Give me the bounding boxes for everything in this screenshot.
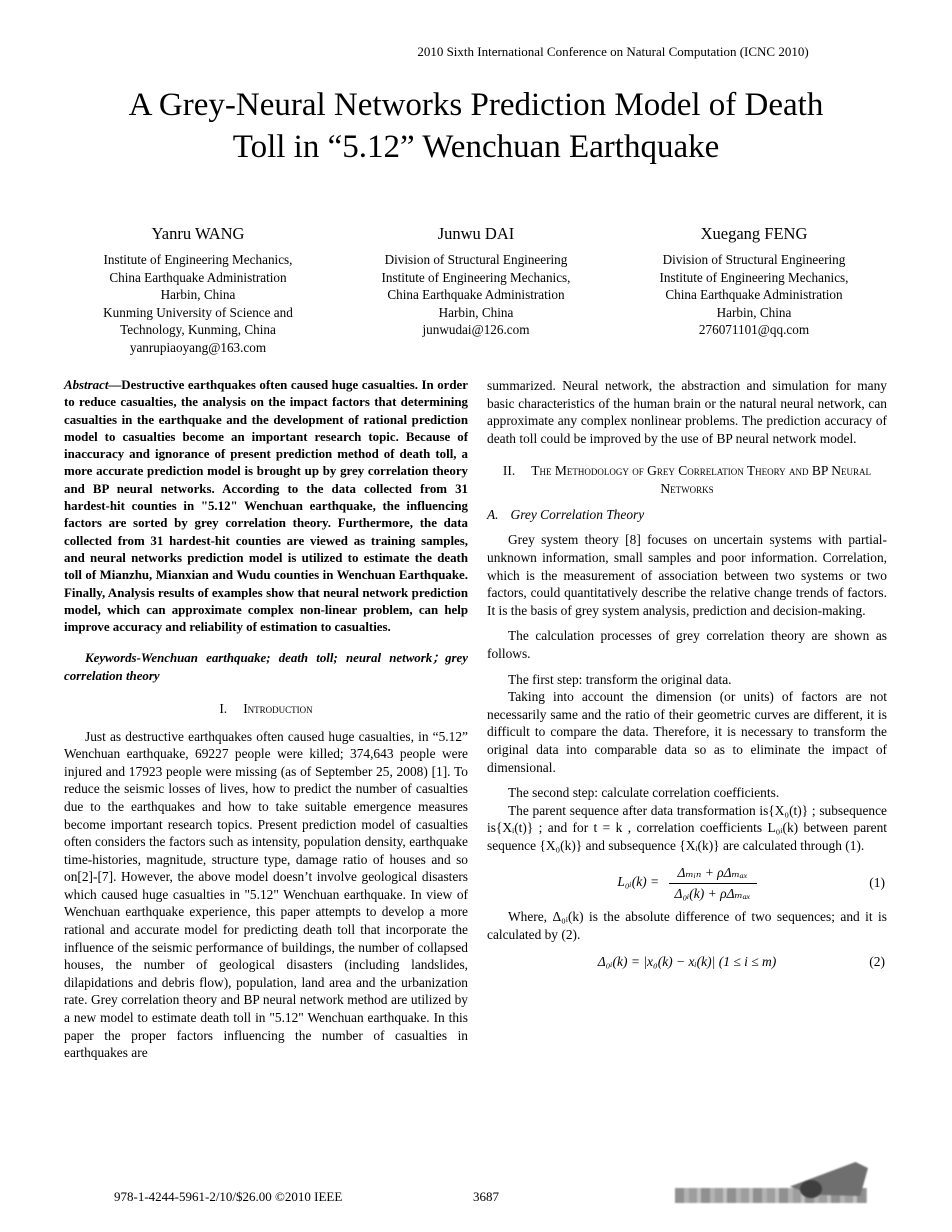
author-1-name: Yanru WANG bbox=[151, 224, 245, 243]
equation-2-body: Δ₀ᵢ(k) = |x₀(k) − xᵢ(k)| (1 ≤ i ≤ m) bbox=[597, 953, 777, 969]
author-2-email: junwudai@126.com bbox=[422, 322, 530, 338]
ieee-watermark-logo bbox=[672, 1162, 877, 1208]
equation-1 bbox=[487, 864, 887, 902]
author-3-affiliation-line: Division of Structural Engineering bbox=[662, 252, 846, 267]
abstract-text: Destructive earthquakes often caused huge casualties. In order to reduce casualties, the analysis on the impact factors that determining casualties in the earthquake and the development of rational prediction model to casualties become an important research topic. Because of inaccuracy and ignorance of present prediction method of death toll, a more accurate prediction model is brought up by grey correlation theory and BP neural networks. According to the data collected from 31 hardest-hit counties in "5.12" Wenchuan earthquake, the influencing factors are sorted by grey correlation theory. Furthermore, the data collected from 31 hardest-hit counties are viewed as training samples, and neural networks prediction model is utilized to estimate the death toll of Mianzhu, Mianxian and Wudu counties in Wenchuan Earthquake. Finally, Analysis results of examples show that neural network prediction model, which can approximate complex non-linear problem, can help improve accuracy and reliability of estimation to casualties. bbox=[64, 378, 468, 635]
author-2-affiliation-line: Harbin, China bbox=[438, 304, 514, 320]
author-2-affiliation-line: Division of Structural Engineering bbox=[384, 252, 568, 267]
equation-2-number: (2) bbox=[869, 953, 885, 969]
author-3-affiliation-line: Institute of Engineering Mechanics, bbox=[659, 269, 849, 285]
body-paragraph: The second step: calculate correlation coefficients. bbox=[508, 785, 780, 801]
section-number: I. bbox=[219, 701, 228, 717]
author-1-affiliation-line: Kunming University of Science and bbox=[103, 304, 293, 320]
body-paragraph: The calculation processes of grey correlation theory are shown as follows. bbox=[487, 628, 887, 661]
footer-page-number: 3687 bbox=[473, 1189, 499, 1204]
subsection-heading-grey-correlation bbox=[487, 507, 887, 523]
body-paragraph: The parent sequence after data transformation is{X₀(t)} ; subsequence is{Xᵢ(t)} ; and for t = k , correlation coefficients L₀ᵢ(k) between parent sequence {X₀(k)} and subsequence {Xᵢ(k)} are calculated through (1). bbox=[487, 802, 887, 853]
footer-copyright: 978-1-4244-5961-2/10/$26.00 ©2010 IEEE bbox=[114, 1189, 343, 1204]
equation-1-lhs: L₀ᵢ(k) = bbox=[617, 874, 660, 890]
paper-title bbox=[0, 84, 952, 168]
section-title: The Methodology of Grey Correlation Theory and BP Neural Networks bbox=[531, 463, 872, 496]
author-1-affiliation-line: China Earthquake Administration bbox=[109, 269, 287, 285]
section-heading-methodology bbox=[497, 462, 877, 497]
author-3-email: 276071101@qq.com bbox=[698, 322, 810, 338]
section-title: Introduction bbox=[243, 701, 313, 717]
author-1-affiliation-line: Institute of Engineering Mechanics, bbox=[103, 252, 293, 267]
author-2 bbox=[342, 224, 610, 357]
body-paragraph: Where, Δ₀ᵢ(k) is the absolute difference of two sequences; and it is calculated by (2). bbox=[487, 909, 887, 943]
intro-continuation-paragraph: summarized. Neural network, the abstraction and simulation for many basic characteristics of the human brain or the natural neural network, can approximate any complex nonlinear problems. The prediction accuracy of death toll could be improved by the use of BP neural network model. bbox=[487, 378, 887, 446]
author-3-affiliation-line: China Earthquake Administration bbox=[665, 287, 843, 303]
intro-paragraph: Just as destructive earthquakes often caused huge casualties, in “5.12” Wenchuan earthquake, 69227 people were killed; 374,643 people were injured and 17923 people were missing (as of September 25, 2008) [1]. To reduce the seismic losses of lives, how to predict the number of casualties due to the earthquakes and how to take suitable emergence measures become important research topics. Present prediction model of casualties often considers the factors such as intensity, population density, earthquake time-histories, magnitude, structure type, damage ratio of houses and so on[2]-[7]. However, the above model doesn’t involve geological disasters which caused huge casualties in "5.12" Wenchuan earthquake. In view of Wenchuan earthquake experience, this paper attempts to develop a more rational and accurate model for predicting death toll that incorporate the influence of the seismic performance of buildings, the number of collapsed houses, the number of geological disasters (including landslides, dilapidations and debris flow), population, land area and the urbanization rate. Grey correlation theory and BP neural network method are utilized by a new model to estimate death toll in "5.12" Wenchuan earthquake. In this paper the proper factors influencing the number of casualties in earthquakes are bbox=[64, 728, 468, 1061]
author-1 bbox=[64, 224, 332, 357]
keywords: Keywords-Wenchuan earthquake; death toll; neural network；grey correlation theory bbox=[64, 651, 468, 683]
subsection-title: Grey Correlation Theory bbox=[510, 507, 645, 523]
abstract-dash: — bbox=[108, 378, 122, 392]
body-paragraph: Taking into account the dimension (or units) of factors are not necessarily same and the ratio of their geometric curves are different, it is difficult to compare the data. Therefore, it is necessary to transform the original data into comparable data so as to eliminate the impact of dimensional. bbox=[487, 689, 887, 775]
section-heading-introduction bbox=[74, 700, 458, 718]
equation-1-denominator: Δ₀ᵢ(k) + ρΔₘₐₓ bbox=[674, 886, 751, 902]
author-1-affiliation-line: Technology, Kunming, China bbox=[120, 322, 276, 338]
right-column bbox=[487, 377, 887, 976]
abstract bbox=[64, 377, 468, 636]
section-number: II. bbox=[502, 463, 516, 479]
body-paragraph: The first step: transform the original data. bbox=[508, 671, 732, 687]
paper-title-line2: Toll in “5.12” Wenchuan Earthquake bbox=[232, 129, 720, 165]
author-block bbox=[64, 224, 888, 357]
author-1-affiliation-line: Harbin, China bbox=[160, 287, 236, 303]
subsection-label: A. bbox=[487, 507, 499, 523]
equation-1-numerator: Δₘᵢₙ + ρΔₘₐₓ bbox=[669, 864, 757, 884]
author-2-affiliation-line: Institute of Engineering Mechanics, bbox=[381, 269, 571, 285]
equation-2 bbox=[487, 954, 887, 970]
equation-1-fraction bbox=[669, 864, 757, 902]
watermark-dot-shape bbox=[800, 1180, 822, 1198]
author-3-affiliation-line: Harbin, China bbox=[716, 304, 792, 320]
equation-1-number: (1) bbox=[869, 875, 885, 891]
author-2-affiliation-line: China Earthquake Administration bbox=[387, 287, 565, 303]
author-1-email: yanrupiaoyang@163.com bbox=[129, 339, 267, 355]
body-paragraph: Grey system theory [8] focuses on uncertain systems with partial-unknown information, small samples and poor information. Correlation, which is the measurement of association between two systems or two factors, could quantitatively describe the relative change trends of factors. It is the basis of grey system analysis, prediction and decision-making. bbox=[487, 532, 887, 618]
author-3-name: Xuegang FENG bbox=[700, 224, 808, 243]
author-3 bbox=[620, 224, 888, 357]
left-column bbox=[64, 377, 468, 1062]
paper-title-line1: A Grey-Neural Networks Prediction Model of Death bbox=[128, 87, 824, 123]
running-header: 2010 Sixth International Conference on Natural Computation (ICNC 2010) bbox=[417, 44, 809, 59]
author-2-name: Junwu DAI bbox=[437, 224, 515, 243]
abstract-label: Abstract bbox=[64, 378, 109, 392]
